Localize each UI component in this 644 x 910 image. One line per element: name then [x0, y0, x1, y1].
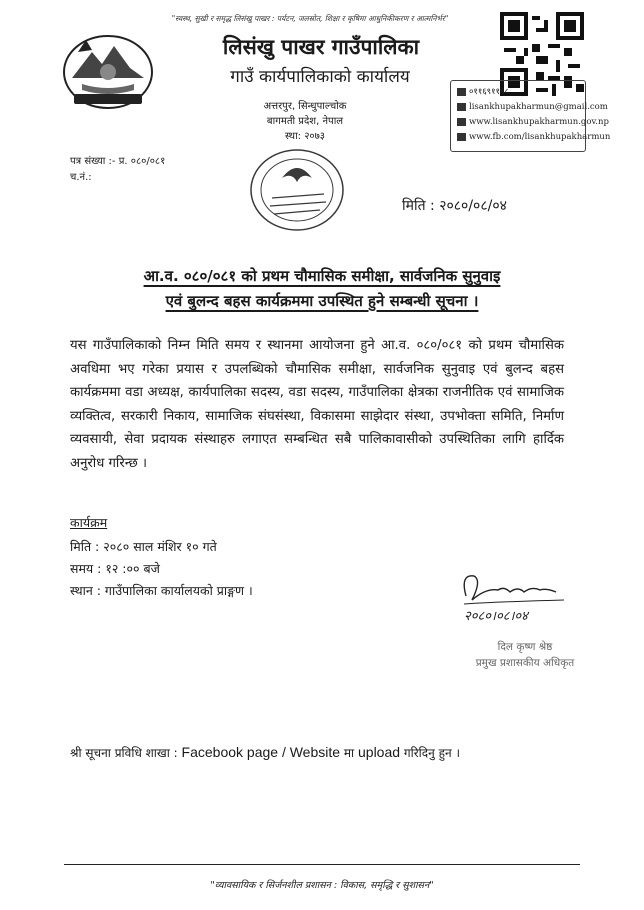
- notice-title: [60, 264, 584, 314]
- address-line-1: अत्तरपुर, सिन्धुपाल्चोक: [263, 101, 347, 112]
- letter-date: मिति : २०८०/०८/०४: [402, 198, 507, 214]
- signer-name: दिल कृष्ण श्रेष्ठ: [497, 641, 553, 653]
- footer-note: श्री सूचना प्रविधि शाखा : Facebook page / Website मा upload गरिदिनु हुन ।: [70, 744, 460, 760]
- signer-designation: प्रमुख प्रशासकीय अधिकृत: [475, 657, 575, 669]
- program-heading: कार्यक्रम: [70, 515, 108, 530]
- title-line-1: आ.व. ०८०/०८१ को प्रथम चौमासिक समीक्षा, सार्वजनिक सुनुवाइ: [143, 267, 501, 285]
- office-stamp-seal: [242, 138, 352, 238]
- footer-note-upload: upload: [358, 744, 401, 760]
- program-date: मिति : २०८० साल मंशिर १० गते: [70, 539, 217, 554]
- title-line-2: एवं बुलन्द बहस कार्यक्रममा उपस्थित हुने सम्बन्धी सूचना ।: [165, 292, 479, 310]
- program-venue: स्थान : गाउँपालिका कार्यालयको प्राङ्गण ।: [70, 583, 253, 598]
- header-slogan: "स्वस्थ, सुखी र समृद्ध लिसंखु पाखर : पर्यटन, जलस्रोत, शिक्षा र कृषिमा आधुनिकीकरण र आत्मनिर्भर": [171, 14, 449, 23]
- program-time: समय : १२ :०० बजे: [70, 561, 160, 576]
- website-line: www.lisankhupakharmun.gov.np: [457, 115, 579, 130]
- footer-divider: [64, 864, 580, 865]
- letter-number: पत्र संख्या :- प्र. ०८०/०८१: [70, 156, 166, 167]
- footer-note-platforms: Facebook page / Website: [181, 744, 341, 760]
- phone-icon: [457, 88, 466, 96]
- facebook-icon: [457, 133, 466, 141]
- footer-slogan: "व्यावसायिक र सिर्जनशील प्रशासन : विकास, समृद्धि र सुशासन": [210, 880, 434, 891]
- handwritten-signature: [452, 566, 572, 628]
- facebook-line: www.fb.com/lisankhupakharmun: [457, 130, 579, 145]
- notice-body: यस गाउँपालिकाको निम्न मिति समय र स्थानमा आयोजना हुने आ.व. ०८०/०८१ को प्रथम चौमासिक अवधिमा भए गरेका प्रयास र उपलब्धिको चौमासिक समीक्षा, सार्वजनिक सुनुवाइ एवं बुलन्द बहस कार्यक्रममा वडा अध्यक्ष, कार्यपालिका सदस्य, वडा सदस्य, गाउँपालिका क्षेत्रका राजनीतिक एवं सामाजिक व्यक्तित्व, सरकारी निकाय, सामाजिक संघसंस्था, विकासमा साझेदार संस्था, उपभोक्ता समिति, निर्माण व्यवसायी, सेवा प्रदायक संस्थाहरु लगाएत सम्बन्धित सबै पालिकावासीको उपस्थितिका लागि हार्दिक अनुरोध गरिन्छ ।: [70, 338, 564, 471]
- established-year: स्था: २०७३: [284, 131, 326, 142]
- office-name: गाउँ कार्यपालिकाको कार्यालय: [230, 67, 410, 87]
- org-name: लिसंखु पाखर गाउँपालिका: [222, 35, 420, 59]
- cha-number: च.नं.:: [70, 172, 92, 183]
- signature-date: २०८०।०८।०४: [464, 609, 528, 624]
- email-icon: [457, 103, 466, 111]
- contact-box: [450, 80, 611, 152]
- address-line-2: बागमती प्रदेश, नेपाल: [266, 116, 344, 127]
- nepal-emblem-logo: [58, 28, 158, 112]
- email-line: lisankhupakharmun@gmail.com: [457, 100, 579, 115]
- web-icon: [457, 118, 466, 126]
- phone-line: ०११६९११९८: [457, 85, 579, 100]
